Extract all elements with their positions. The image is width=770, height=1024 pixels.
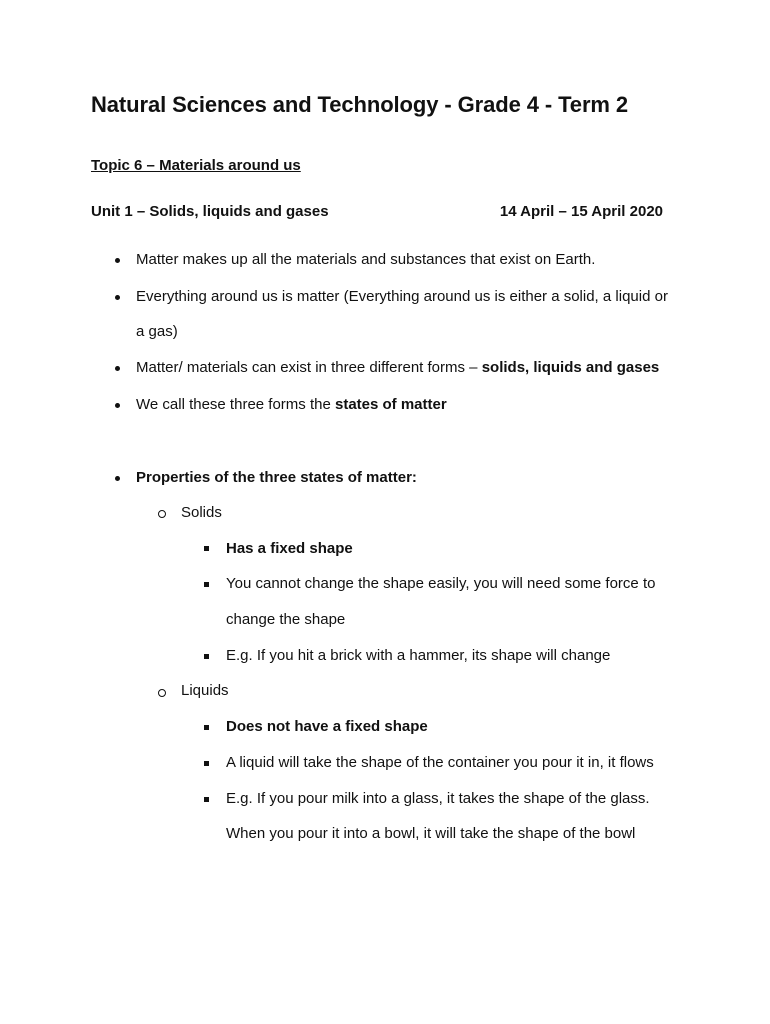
bullet-item-3-bold: solids, liquids and gases bbox=[481, 359, 660, 376]
circle-bullet-icon bbox=[158, 510, 166, 518]
bullet-item-4-text: We call these three forms the bbox=[136, 396, 335, 413]
liquids-item-3-line-1: E.g. If you pour milk into a glass, it takes the shape of the glass. bbox=[226, 790, 650, 807]
bullet-item-2-line-1: Everything around us is matter (Everything around us is either a solid, a liquid or bbox=[136, 288, 668, 305]
solids-label: Solids bbox=[181, 504, 222, 521]
bullet-item-3 bbox=[136, 359, 659, 376]
bullet-icon bbox=[115, 258, 120, 263]
solids-item-3: E.g. If you hit a brick with a hammer, its shape will change bbox=[226, 647, 611, 664]
bullet-item-4 bbox=[136, 396, 447, 413]
square-bullet-icon bbox=[204, 546, 209, 551]
bullet-item-3-text: Matter/ materials can exist in three different forms – bbox=[136, 359, 482, 376]
square-bullet-icon bbox=[204, 582, 209, 587]
bullet-icon bbox=[115, 476, 120, 481]
bullet-icon bbox=[115, 366, 120, 371]
solids-item-2-line-1: You cannot change the shape easily, you will need some force to bbox=[226, 575, 656, 592]
circle-bullet-icon bbox=[158, 689, 166, 697]
square-bullet-icon bbox=[204, 761, 209, 766]
topic-heading: Topic 6 – Materials around us bbox=[91, 157, 301, 174]
bullet-item-2-line-2: a gas) bbox=[136, 323, 178, 340]
square-bullet-icon bbox=[204, 725, 209, 730]
bullet-icon bbox=[115, 295, 120, 300]
liquids-item-3-line-2: When you pour it into a bowl, it will take the shape of the bowl bbox=[226, 825, 636, 842]
page-title: Natural Sciences and Technology - Grade 4 - Term 2 bbox=[91, 92, 629, 117]
unit-dates: 14 April – 15 April 2020 bbox=[499, 203, 663, 220]
unit-name: Unit 1 – Solids, liquids and gases bbox=[91, 203, 329, 220]
square-bullet-icon bbox=[204, 797, 209, 802]
liquids-label: Liquids bbox=[181, 682, 229, 699]
solids-item-1: Has a fixed shape bbox=[226, 540, 353, 557]
properties-heading: Properties of the three states of matter: bbox=[136, 469, 417, 486]
bullet-item-4-bold: states of matter bbox=[334, 396, 447, 413]
solids-item-2-line-2: change the shape bbox=[226, 611, 346, 628]
bullet-item-1: Matter makes up all the materials and substances that exist on Earth. bbox=[136, 251, 596, 268]
liquids-item-1: Does not have a fixed shape bbox=[226, 718, 428, 735]
bullet-icon bbox=[115, 403, 120, 408]
square-bullet-icon bbox=[204, 654, 209, 659]
liquids-item-2: A liquid will take the shape of the container you pour it in, it flows bbox=[226, 754, 654, 771]
